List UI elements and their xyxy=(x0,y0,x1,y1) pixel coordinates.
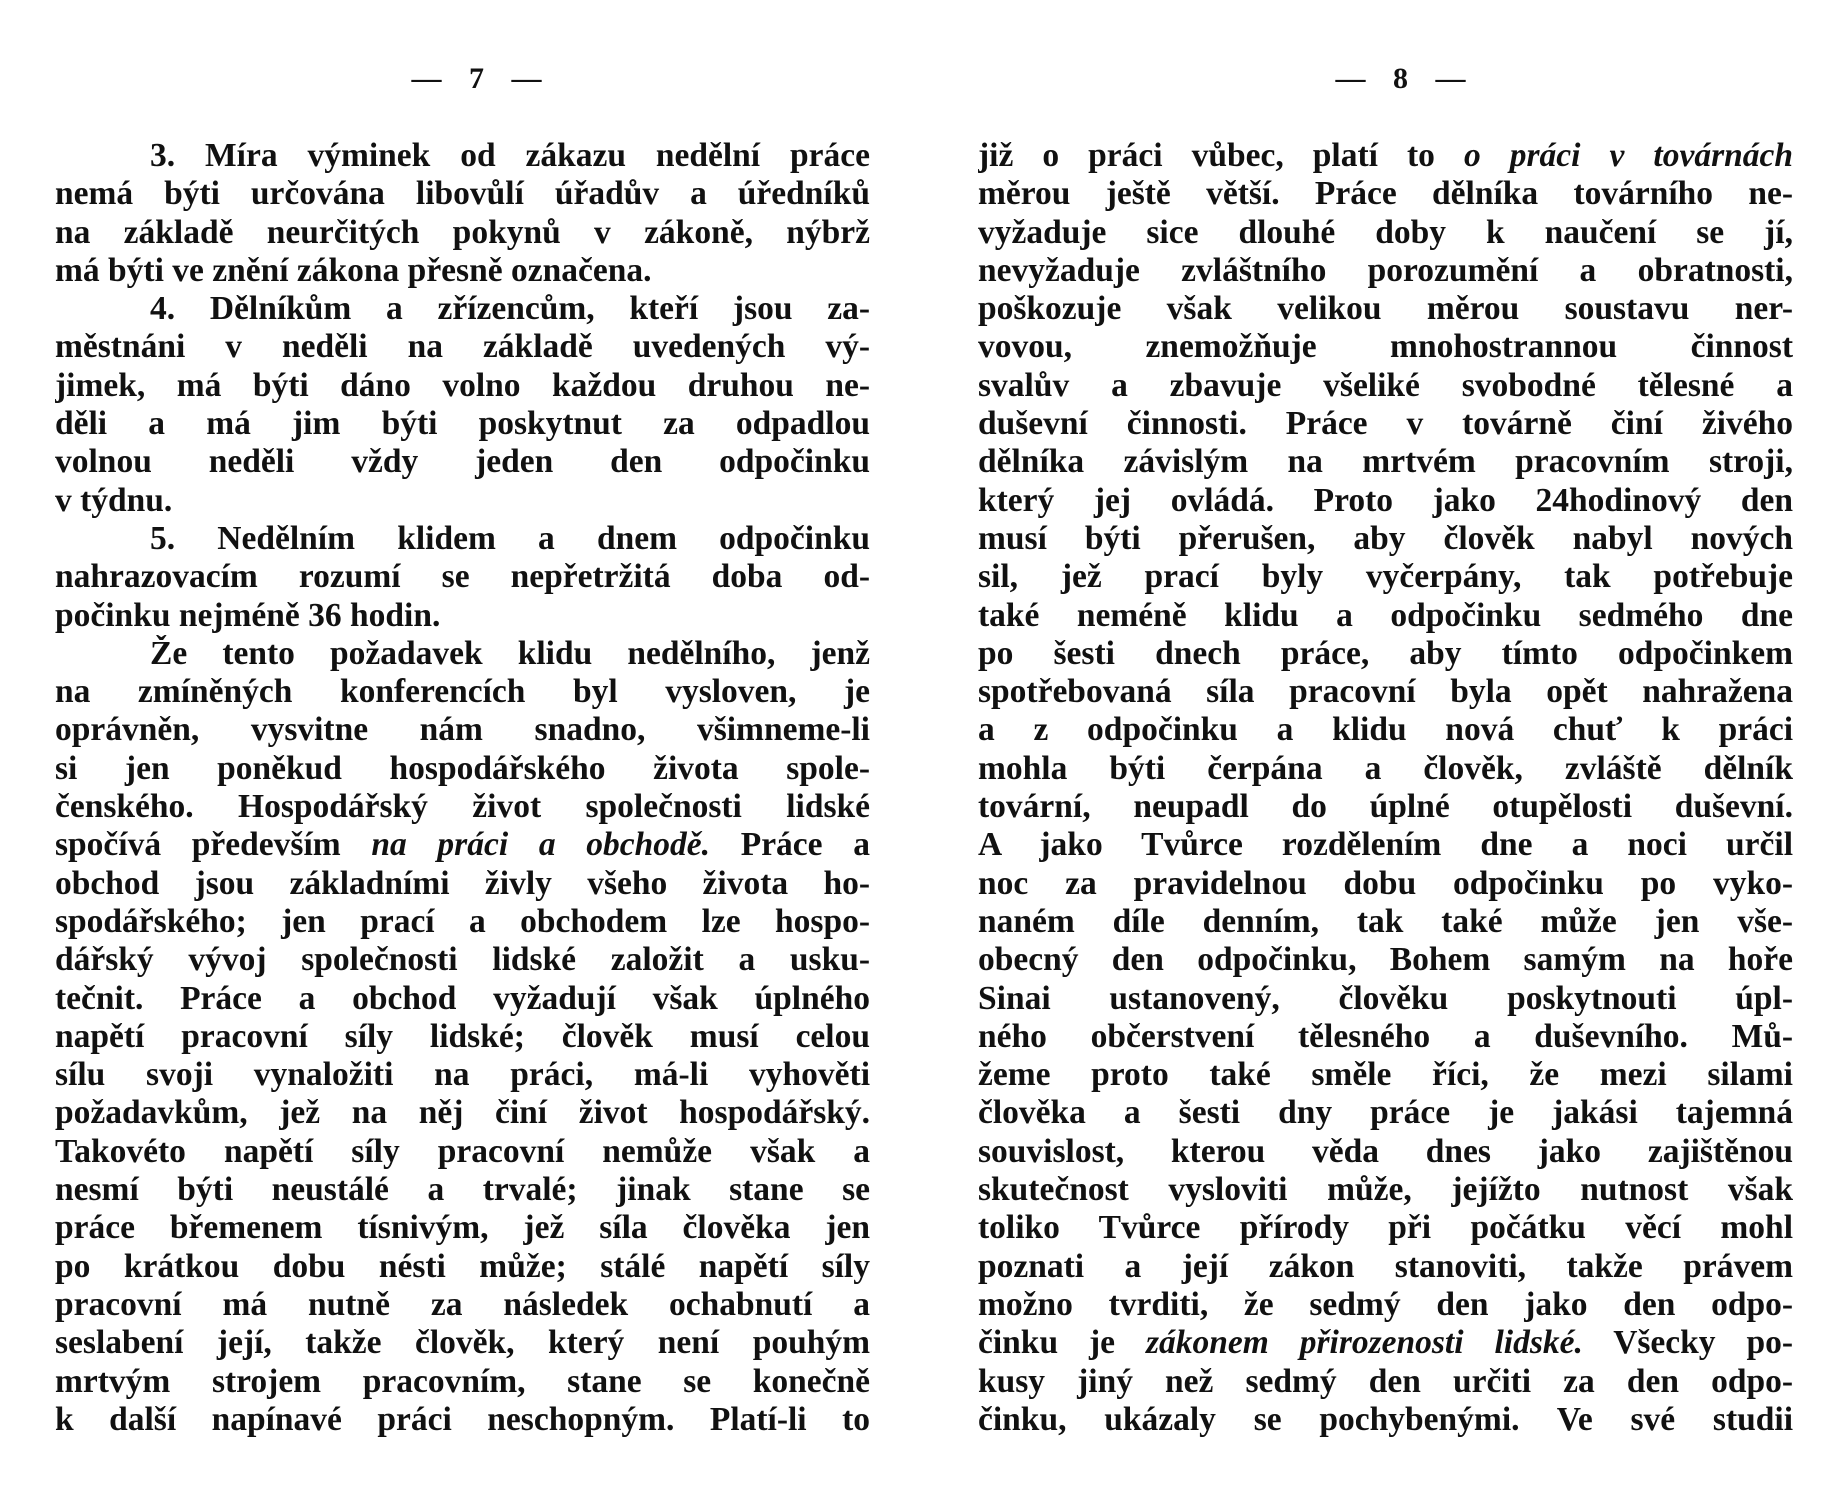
text-line: jimek, má býti dáno volno každou druhou ne- xyxy=(55,366,870,404)
text-line: obecný den odpočinku, Bohem samým na hoře xyxy=(978,941,1793,979)
italic-emphasis: zákonem přirozenosti lidské. xyxy=(1145,1324,1583,1362)
text-line: dářský vývoj společnosti lidské založit a usku- xyxy=(55,941,870,979)
text-line: dělníka závislým na mrtvém pracovním stroji, xyxy=(978,443,1793,481)
text-line: na zmíněných konferencích byl vysloven, je xyxy=(55,673,870,711)
text-line: kusy jiný než sedmý den určiti za den odpo- xyxy=(978,1362,1793,1400)
right-page xyxy=(978,0,1793,1500)
text-line: vyžaduje sice dlouhé doby k naučení se jí, xyxy=(978,213,1793,251)
text-line: a z odpočinku a klidu nová chuť k práci xyxy=(978,711,1793,749)
text-line: člověka a šesti dny práce je jakási tajemná xyxy=(978,1094,1793,1132)
text-line: k další napínavé práci neschopným. Platí-li to xyxy=(55,1400,870,1438)
left-page-text xyxy=(55,137,870,1439)
text-line xyxy=(55,826,870,864)
text-line: naném díle denním, tak také může jen vše- xyxy=(978,902,1793,940)
text-line: měrou ještě větší. Práce dělníka továrního ne- xyxy=(978,175,1793,213)
text-segment: spočívá především xyxy=(55,826,372,864)
italic-emphasis: na práci a obchodě. xyxy=(371,826,711,864)
text-line: počinku nejméně 36 hodin. xyxy=(55,596,441,634)
text-line: 5. Nedělním klidem a dnem odpočinku xyxy=(150,519,870,557)
text-line: požadavkům, jež na něj činí život hospodářský. xyxy=(55,1094,870,1132)
text-line: na základě neurčitých pokynů v zákoně, nýbrž xyxy=(55,213,870,251)
text-line: volnou neděli vždy jeden den odpočinku xyxy=(55,443,870,481)
text-line: si jen poněkud hospodářského života spole- xyxy=(55,749,870,787)
right-page-text xyxy=(978,137,1793,1439)
text-line: 3. Míra výminek od zákazu nedělní práce xyxy=(150,137,870,174)
text-line: poškozuje však velikou měrou soustavu ner- xyxy=(978,290,1793,328)
text-line: sílu svoji vynaložiti na práci, má-li vyhověti xyxy=(55,1056,870,1094)
text-line: spotřebovaná síla pracovní byla opět nahražena xyxy=(978,673,1793,711)
text-line: nevyžaduje zvláštního porozumění a obratnosti, xyxy=(978,251,1793,289)
text-line xyxy=(978,1324,1793,1362)
text-line: v týdnu. xyxy=(55,481,173,519)
text-line: mohla býti čerpána a člověk, zvláště dělník xyxy=(978,749,1793,787)
text-line: po krátkou dobu nésti může; stálé napětí síly xyxy=(55,1247,870,1285)
text-line: děli a má jim býti poskytnut za odpadlou xyxy=(55,405,870,443)
text-line: činku, ukázaly se pochybenými. Ve své studii xyxy=(978,1400,1793,1438)
text-line: má býti ve znění zákona přesně označena. xyxy=(55,251,652,289)
text-line: oprávněn, vysvitne nám snadno, všimneme-li xyxy=(55,711,870,749)
text-line: čenského. Hospodářský život společnosti lidské xyxy=(55,788,870,826)
text-line: Že tento požadavek klidu nedělního, jenž xyxy=(150,634,870,672)
text-line: seslabení její, takže člověk, který není pouhým xyxy=(55,1324,870,1362)
text-line: vovou, znemožňuje mnohostrannou činnost xyxy=(978,328,1793,366)
text-line: A jako Tvůrce rozdělením dne a noci určil xyxy=(978,826,1793,864)
text-line: pracovní má nutně za následek ochabnutí a xyxy=(55,1285,870,1323)
left-page xyxy=(55,0,870,1500)
text-line: spodářského; jen prací a obchodem lze hospo- xyxy=(55,902,870,940)
text-line: po šesti dnech práce, aby tímto odpočinkem xyxy=(978,634,1793,672)
italic-emphasis: o práci v továrnách xyxy=(1463,137,1793,174)
text-line: nahrazovacím rozumí se nepřetržitá doba od- xyxy=(55,558,870,596)
text-line: žeme proto také směle říci, že mezi silami xyxy=(978,1056,1793,1094)
text-segment: činku je xyxy=(978,1324,1146,1362)
text-line: také neméně klidu a odpočinku sedmého dne xyxy=(978,596,1793,634)
text-line: 4. Dělníkům a zřízencům, kteří jsou za- xyxy=(150,290,870,328)
text-line: noc za pravidelnou dobu odpočinku po vyko- xyxy=(978,864,1793,902)
text-line: souvislost, kterou věda dnes jako zajištěnou xyxy=(978,1132,1793,1170)
text-line: možno tvrditi, že sedmý den jako den odpo- xyxy=(978,1285,1793,1323)
text-line: obchod jsou základními živly všeho života ho- xyxy=(55,864,870,902)
text-line: poznati a její zákon stanoviti, takže právem xyxy=(978,1247,1793,1285)
text-line: který jej ovládá. Proto jako 24hodinový den xyxy=(978,481,1793,519)
text-line: tečnit. Práce a obchod vyžadují však úplného xyxy=(55,979,870,1017)
right-page-number: — 8 — xyxy=(1335,62,1476,95)
text-line: nemá býti určována libovůlí úřadův a úředníků xyxy=(55,175,870,213)
text-line: svalův a zbavuje všeliké svobodné tělesné a xyxy=(978,366,1793,404)
text-line: napětí pracovní síly lidské; člověk musí celou xyxy=(55,1017,870,1055)
text-line: toliko Tvůrce přírody při počátku věcí mohl xyxy=(978,1209,1793,1247)
text-line: Takovéto napětí síly pracovní nemůže však a xyxy=(55,1132,870,1170)
text-line xyxy=(978,137,1793,175)
text-segment: již o práci vůbec, platí to xyxy=(978,137,1464,174)
text-line: musí býti přerušen, aby člověk nabyl nových xyxy=(978,519,1793,557)
text-line: práce břemenem tísnivým, jež síla člověka jen xyxy=(55,1209,870,1247)
text-line: městnáni v neděli na základě uvedených vý- xyxy=(55,328,870,366)
text-segment: Práce a xyxy=(710,826,870,864)
text-line: nesmí býti neustálé a trvalé; jinak stane se xyxy=(55,1171,870,1209)
text-segment: Všecky po- xyxy=(1582,1324,1793,1362)
text-line: ného občerstvení tělesného a duševního. Mů- xyxy=(978,1017,1793,1055)
text-line: mrtvým strojem pracovním, stane se konečně xyxy=(55,1362,870,1400)
left-page-number: — 7 — xyxy=(411,62,552,95)
text-line: skutečnost vysloviti může, jejížto nutnost však xyxy=(978,1171,1793,1209)
text-line: sil, jež prací byly vyčerpány, tak potřebuje xyxy=(978,558,1793,596)
text-line: tovární, neupadl do úplné otupělosti duševní. xyxy=(978,788,1793,826)
text-line: Sinai ustanovený, člověku poskytnouti úpl- xyxy=(978,979,1793,1017)
text-line: duševní činnosti. Práce v továrně činí živého xyxy=(978,405,1793,443)
